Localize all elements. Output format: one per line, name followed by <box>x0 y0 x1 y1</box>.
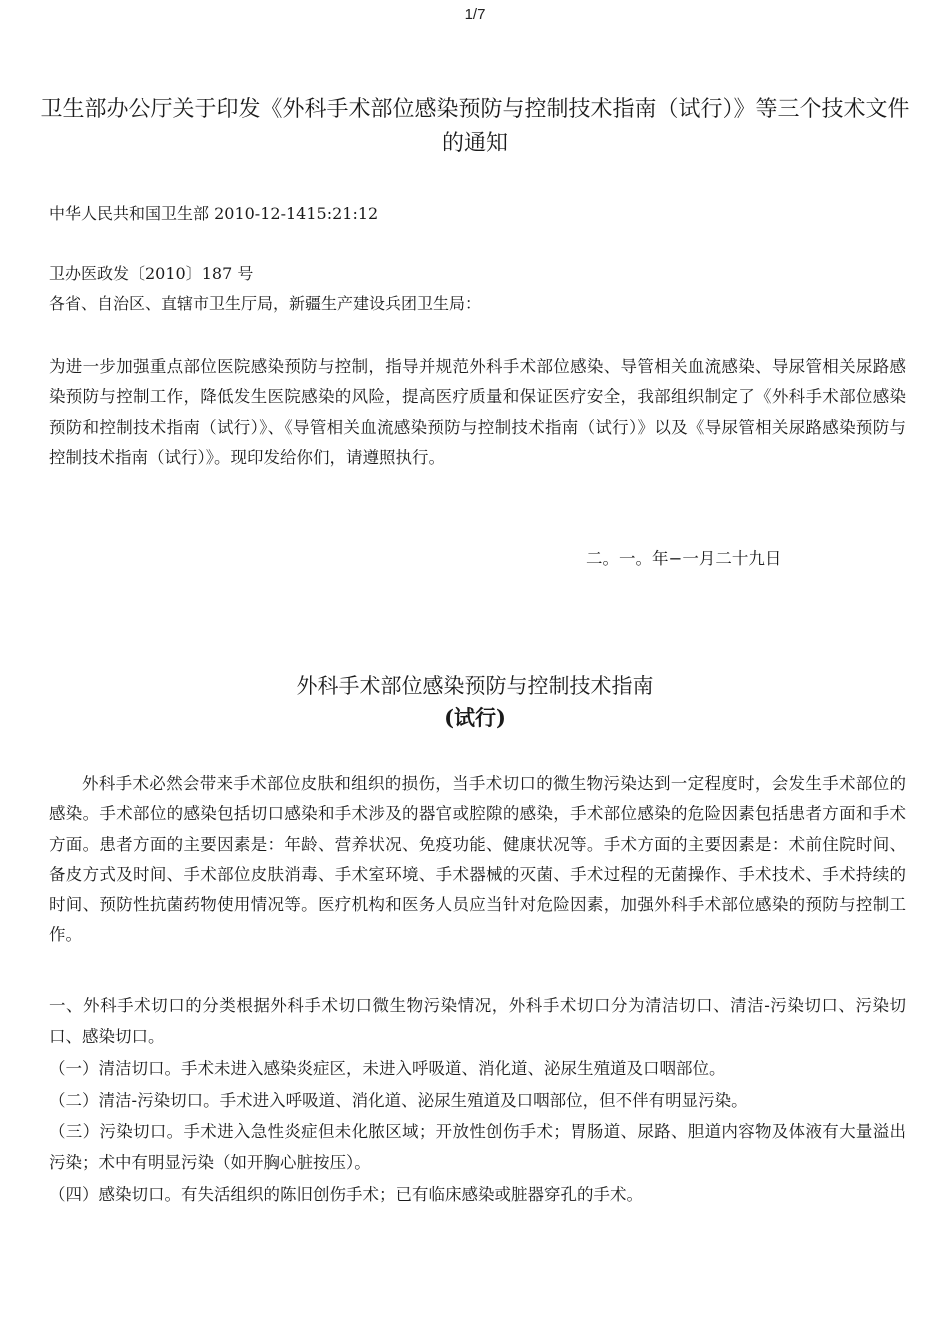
guide-title: 外科手术部位感染预防与控制技术指南 <box>296 674 654 698</box>
page-indicator: 1/7 <box>464 6 486 23</box>
notice-title: 卫生部办公厅关于印发《外科手术部位感染预防与控制技术指南（试行）》等三个技术文件的通知 <box>40 97 910 156</box>
list-item-clean-contaminated: （二）清洁-污染切口。手术进入呼吸道、消化道、泌尿生殖道及口咽部位，但不伴有明显污染。 <box>49 1091 748 1110</box>
document-number: 卫办医政发〔2010〕187 号 <box>49 264 254 283</box>
guide-title-block <box>0 670 950 734</box>
list-item-contaminated: （三）污染切口。手术进入急性炎症但未化脓区域；开放性创伤手术；胃肠道、尿路、胆道内容物及体液有大量溢出污染；术中有明显污染（如开胸心脏按压）。 <box>49 1122 906 1172</box>
guide-subtitle: (试行) <box>444 705 506 730</box>
list-item-clean: （一）清洁切口。手术未进入感染炎症区，未进入呼吸道、消化道、泌尿生殖道及口咽部位。 <box>49 1059 726 1078</box>
source-line: 中华人民共和国卫生部 2010-12-1415:21:12 <box>49 204 379 223</box>
guide-intro: 外科手术必然会带来手术部位皮肤和组织的损伤，当手术切口的微生物污染达到一定程度时，会发生手术部位的感染。手术部位的感染包括切口感染和手术涉及的器官或腔隙的感染，手术部位感染的危险因素包括患者方面和手术方面。患者方面的主要因素是：年龄、营养状况、免疫功能、健康状况等。手术方面的主要因素是：术前住院时间、备皮方式及时间、手术部位皮肤消毒、手术室环境、手术器械的灭菌、手术过程的无菌操作、手术技术、手术持续的时间、预防性抗菌药物使用情况等。医疗机构和医务人员应当针对危险因素，加强外科手术部位感染的预防与控制工作。 <box>49 774 906 945</box>
section-1-heading: 一、外科手术切口的分类根据外科手术切口微生物污染情况，外科手术切口分为清洁切口、清洁-污染切口、污染切口、感染切口。 <box>49 996 906 1046</box>
recipients: 各省、自治区、直辖市卫生厅局，新疆生产建设兵团卫生局： <box>49 294 482 313</box>
list-item-infected: （四）感染切口。有失活组织的陈旧创伤手术；已有临床感染或脏器穿孔的手术。 <box>49 1185 643 1204</box>
notice-date: 二。一。年−一月二十九日 <box>586 549 782 568</box>
notice-body: 为进一步加强重点部位医院感染预防与控制，指导并规范外科手术部位感染、导管相关血流感染、导尿管相关尿路感染预防与控制工作，降低发生医院感染的风险，提高医疗质量和保证医疗安全，我部组织制定了《外科手术部位感染预防和控制技术指南（试行）》、《导管相关血流感染预防与控制技术指南（试行）》以及《导尿管相关尿路感染预防与控制技术指南（试行）》。现印发给你们，请遵照执行。 <box>49 357 906 467</box>
